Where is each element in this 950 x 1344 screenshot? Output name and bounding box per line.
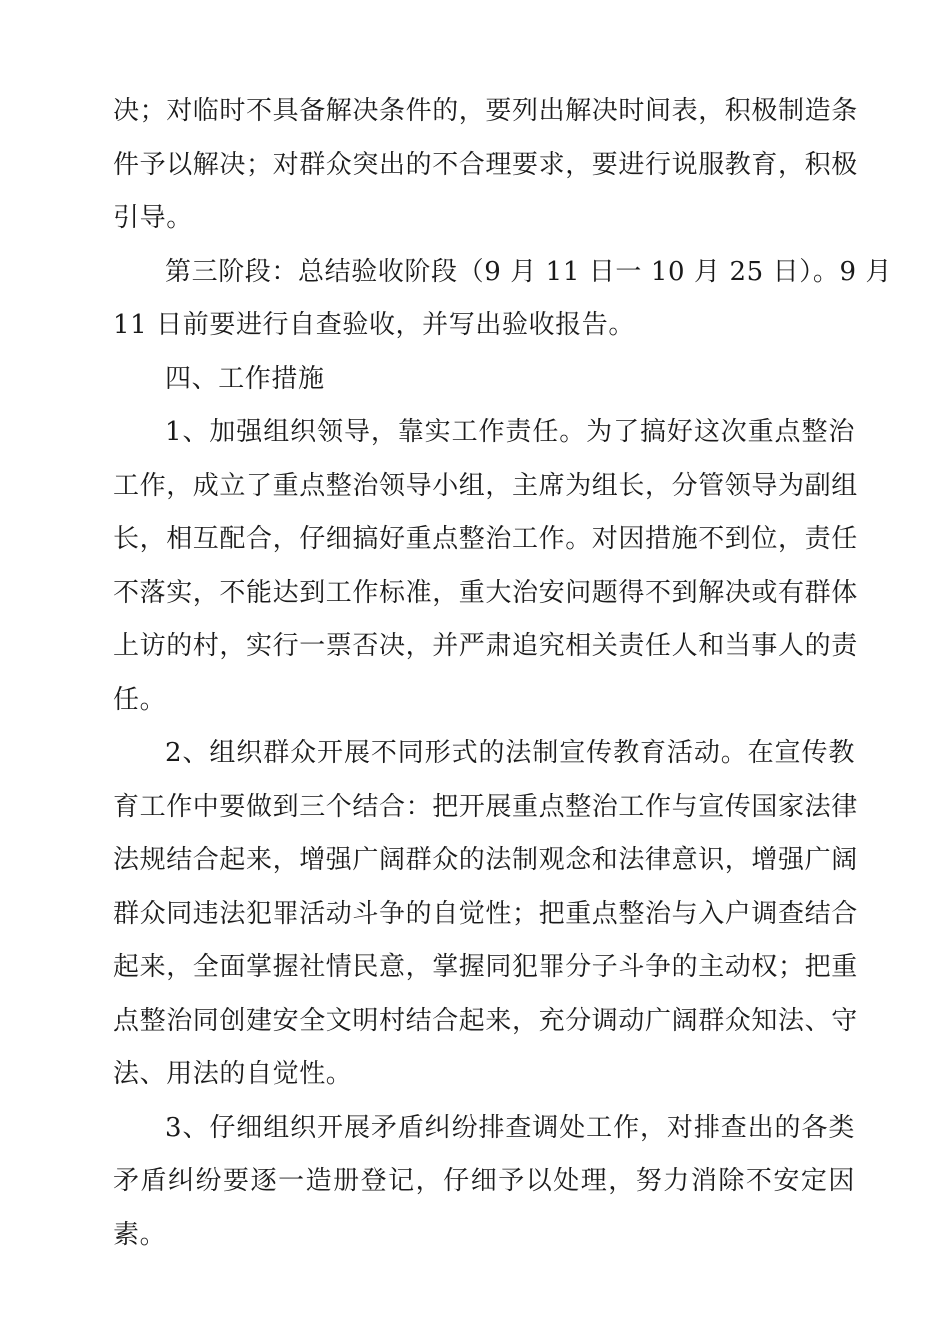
paragraph-measure-2 bbox=[113, 727, 858, 1102]
text-line: 第三阶段：总结验收阶段（9 月 11 日一 10 月 25 日）。9 月 bbox=[165, 256, 893, 287]
paragraph-stage-three bbox=[113, 246, 893, 353]
text-line: 上访的村，实行一票否决，并严肃追究相关责任人和当事人的责 bbox=[113, 631, 858, 661]
text-line: 11 日前要进行自查验收，并写出验收报告。 bbox=[113, 310, 635, 340]
text-line: 件予以解决；对群众突出的不合理要求，要进行说服教育，积极 bbox=[113, 149, 858, 180]
paragraph-continued bbox=[113, 85, 858, 246]
text-line: 长，相互配合，仔细搞好重点整治工作。对因措施不到位，责任 bbox=[113, 524, 858, 554]
text-line: 不落实，不能达到工作标准，重大治安问题得不到解决或有群体 bbox=[113, 577, 858, 608]
text-line: 矛盾纠纷要逐一造册登记，仔细予以处理，努力消除不安定因 bbox=[113, 1166, 855, 1196]
text-line: 任。 bbox=[113, 684, 167, 715]
text-line: 1、加强组织领导，靠实工作责任。为了搞好这次重点整治 bbox=[165, 417, 855, 447]
text-line: 引导。 bbox=[113, 203, 193, 233]
text-line: 法、用法的自觉性。 bbox=[113, 1059, 353, 1089]
text-line: 工作，成立了重点整治领导小组，主席为组长，分管领导为副组 bbox=[113, 470, 858, 501]
text-line: 点整治同创建安全文明村结合起来，充分调动广阔群众知法、守 bbox=[113, 1005, 858, 1036]
paragraph-measure-3 bbox=[113, 1102, 855, 1263]
paragraph-measure-1 bbox=[113, 406, 858, 727]
section-heading-work-measures bbox=[113, 353, 855, 407]
text-line: 起来，全面掌握社情民意，掌握同犯罪分子斗争的主动权；把重 bbox=[113, 952, 858, 982]
text-line: 法规结合起来，增强广阔群众的法制观念和法律意识，增强广阔 bbox=[113, 845, 858, 875]
heading-text: 四、工作措施 bbox=[165, 363, 325, 394]
text-line: 育工作中要做到三个结合：把开展重点整治工作与宣传国家法律 bbox=[113, 791, 858, 822]
text-line: 群众同违法犯罪活动斗争的自觉性；把重点整治与入户调查结合 bbox=[113, 898, 858, 929]
text-line: 决；对临时不具备解决条件的，要列出解决时间表，积极制造条 bbox=[113, 96, 858, 126]
text-line: 2、组织群众开展不同形式的法制宣传教育活动。在宣传教 bbox=[165, 738, 855, 768]
text-line: 素。 bbox=[113, 1219, 167, 1250]
text-line: 3、仔细组织开展矛盾纠纷排查调处工作，对排查出的各类 bbox=[165, 1112, 855, 1143]
document-body bbox=[113, 85, 893, 1262]
